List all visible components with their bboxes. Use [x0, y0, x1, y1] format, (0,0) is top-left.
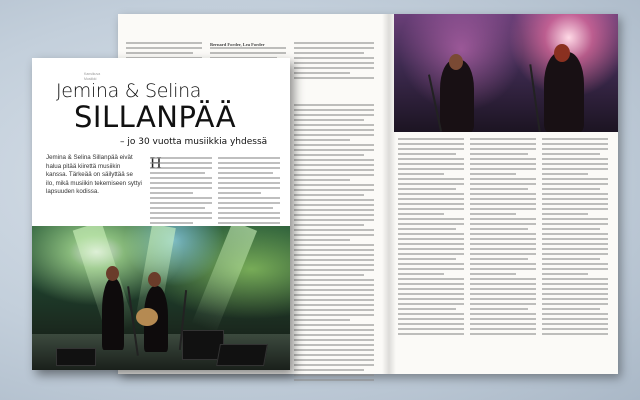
lead-paragraph: Jemina & Selina Sillanpää eivät halua pitää kiirettä musiikin kanssa. Tärkeää on säilyttää se ilo, mikä musiikin tekemiseen syttyi lapsuuden kodissa. — [46, 154, 142, 196]
back-left-lower-column-1 — [294, 104, 374, 384]
singer-left — [440, 60, 474, 132]
title-line-2: SILLANPÄÄ — [74, 100, 237, 134]
subtitle: – jo 30 vuotta musiikkia yhdessä — [120, 137, 268, 147]
byline: Bernard Forder, Lea Forder — [210, 42, 265, 47]
meta-line-2: Musiikki — [84, 77, 97, 81]
back-right-column-3 — [542, 138, 608, 338]
back-right-column-1 — [398, 138, 464, 338]
stage-concert-photo — [32, 226, 290, 370]
acoustic-guitar — [136, 308, 158, 326]
guitarist-head — [148, 272, 161, 287]
front-body-column-1 — [150, 157, 212, 227]
magazine-page-front — [32, 58, 290, 370]
title-line-1: Jemina & Selina — [56, 80, 202, 102]
concert-photo-duo — [394, 14, 618, 132]
monitor-speaker — [216, 344, 268, 366]
back-right-column-2 — [470, 138, 536, 338]
singer-right-head — [554, 44, 570, 62]
violinist — [102, 278, 124, 350]
meta-line-1: Kansikuva — [84, 72, 101, 76]
singer-left-head — [449, 54, 463, 70]
back-left-column-3 — [294, 42, 374, 82]
front-body-column-2 — [218, 157, 280, 237]
light-beam — [192, 226, 257, 333]
violinist-head — [106, 266, 119, 281]
singer-right — [544, 52, 584, 132]
mic-stand-right — [529, 64, 540, 132]
monitor-speaker — [56, 348, 96, 366]
